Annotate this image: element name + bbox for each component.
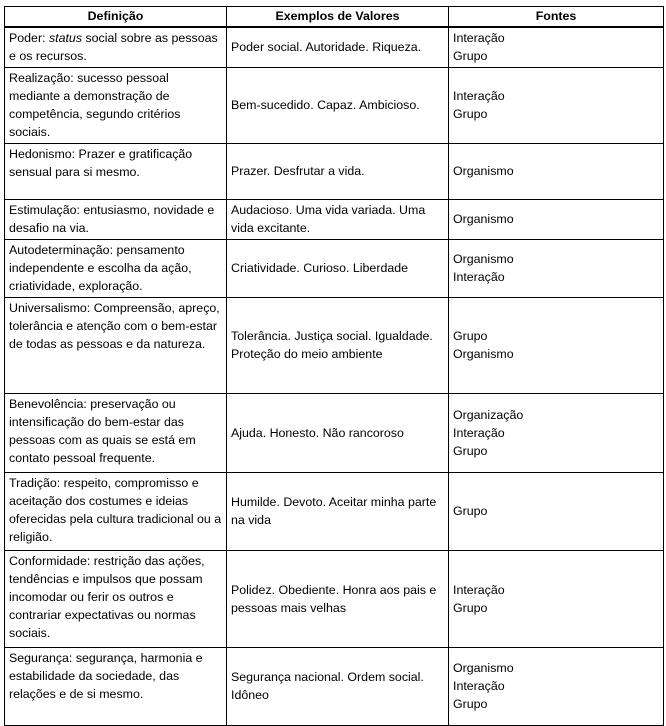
sources-cell — [449, 551, 664, 648]
definition-cell: Estimulação: entusiasmo, novidade e desafio na via. — [5, 200, 227, 240]
values-table-container — [4, 6, 663, 726]
source-item: Organização — [453, 407, 524, 422]
table-row — [5, 473, 664, 551]
examples-cell: Humilde. Devoto. Aceitar minha parte na vida — [227, 473, 449, 551]
definition-cell: Conformidade: restrição das ações, tendências e impulsos que possam incomodar ou ferir os outros e contrariar expectativas ou normas sociais. — [5, 551, 227, 648]
table-header-row — [5, 7, 664, 28]
table-row — [5, 298, 664, 394]
examples-cell: Criatividade. Curioso. Liberdade — [227, 240, 449, 298]
source-item: Organismo — [453, 252, 514, 266]
definition-rest: social sobre as pessoas e os recursos. — [9, 31, 218, 63]
sources-cell — [449, 298, 664, 394]
table-row — [5, 394, 664, 473]
table-row — [5, 240, 664, 298]
values-table — [4, 6, 664, 726]
source-item: Interação — [453, 582, 505, 597]
source-item: Grupo — [453, 504, 488, 518]
source-item: Interação — [453, 89, 505, 103]
source-item: Organismo — [453, 164, 514, 178]
source-item: Interação — [453, 425, 505, 440]
table-row — [5, 648, 664, 726]
definition-cell: Autodeterminação: pensamento independente e escolha da ação, criatividade, exploração. — [5, 240, 227, 298]
sources-cell — [449, 68, 664, 144]
definition-cell: Realização: sucesso pessoal mediante a demonstração de competência, segundo critérios sociais. — [5, 68, 227, 144]
source-item: Organismo — [453, 661, 514, 675]
source-item: Interação — [453, 31, 505, 45]
examples-cell: Prazer. Desfrutar a vida. — [227, 144, 449, 200]
definition-prefix: Poder: — [9, 31, 49, 45]
source-item: Interação — [453, 679, 505, 693]
source-item: Grupo — [453, 697, 488, 711]
definition-cell: Tradição: respeito, compromisso e aceitação dos costumes e ideias oferecidas pela cultura tradicional ou a religião. — [5, 473, 227, 551]
source-item: Grupo — [453, 107, 488, 121]
examples-cell: Tolerância. Justiça social. Igualdade. Proteção do meio ambiente — [227, 298, 449, 394]
header-fontes: Fontes — [449, 7, 664, 28]
sources-cell — [449, 648, 664, 726]
examples-cell: Segurança nacional. Ordem social. Idôneo — [227, 648, 449, 726]
table-row — [5, 27, 664, 68]
definition-cell — [5, 27, 227, 68]
header-exemplos: Exemplos de Valores — [227, 7, 449, 28]
sources-cell — [449, 200, 664, 240]
examples-cell: Bem-sucedido. Capaz. Ambicioso. — [227, 68, 449, 144]
source-item: Grupo — [453, 329, 488, 343]
definition-cell: Universalismo: Compreensão, apreço, tolerância e atenção com o bem-estar de todas as pessoas e da natureza. — [5, 298, 227, 394]
definition-emphasis: status — [48, 31, 83, 45]
source-item: Organismo — [453, 212, 514, 226]
source-item: Grupo — [453, 600, 488, 615]
source-item: Grupo — [453, 49, 488, 63]
source-item: Organismo — [453, 347, 514, 361]
definition-cell: Segurança: segurança, harmonia e estabilidade da sociedade, das relações e de si mesmo. — [5, 648, 227, 726]
header-definicao: Definição — [5, 7, 227, 28]
definition-cell: Benevolência: preservação ou intensificação do bem-estar das pessoas com as quais se está em contato pessoal frequente. — [5, 394, 227, 473]
examples-cell: Ajuda. Honesto. Não rancoroso — [227, 394, 449, 473]
examples-cell: Polidez. Obediente. Honra aos pais e pessoas mais velhas — [227, 551, 449, 648]
examples-cell: Audacioso. Uma vida variada. Uma vida excitante. — [227, 200, 449, 240]
table-row — [5, 200, 664, 240]
table-row — [5, 144, 664, 200]
source-item: Interação — [453, 270, 505, 284]
definition-cell: Hedonismo: Prazer e gratificação sensual para si mesmo. — [5, 144, 227, 200]
source-item: Grupo — [453, 443, 488, 458]
sources-cell — [449, 394, 664, 473]
sources-cell — [449, 27, 664, 68]
sources-cell — [449, 473, 664, 551]
table-row — [5, 551, 664, 648]
examples-cell: Poder social. Autoridade. Riqueza. — [227, 27, 449, 68]
sources-cell — [449, 144, 664, 200]
sources-cell — [449, 240, 664, 298]
table-row — [5, 68, 664, 144]
